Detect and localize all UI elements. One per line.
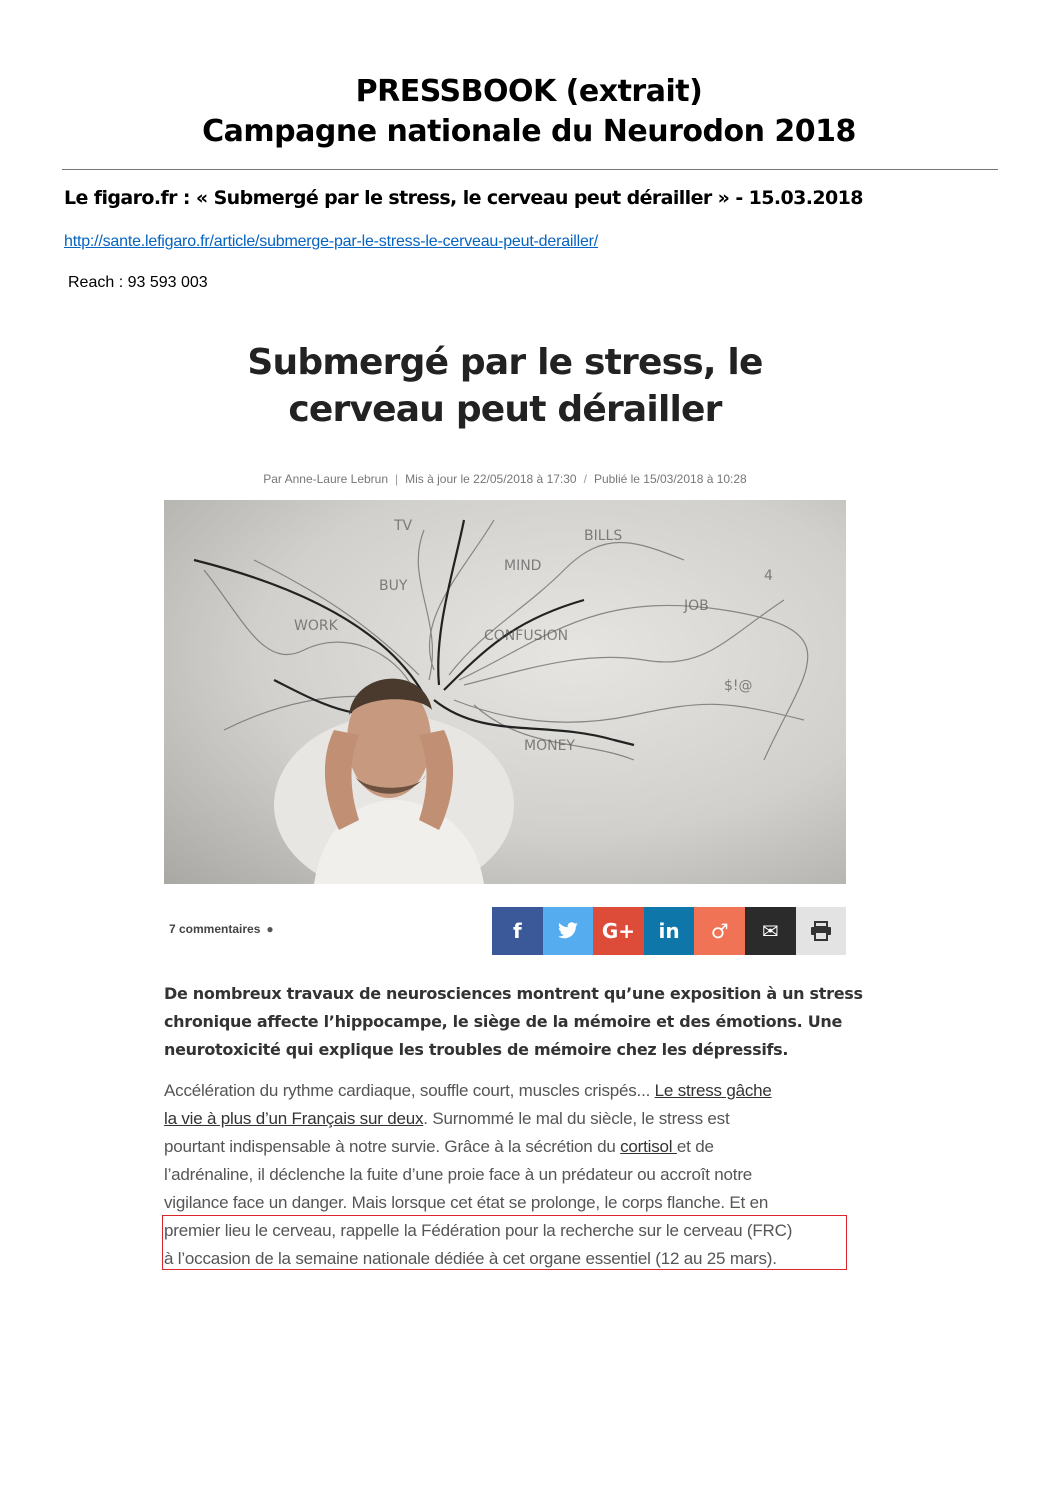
- body-text: et de: [676, 1137, 714, 1156]
- viadeo-icon: ♂: [710, 919, 729, 943]
- body-line: premier lieu le cerveau, rappelle la Fédération pour la recherche sur le cerveau (FRC): [164, 1221, 793, 1240]
- email-icon: ✉: [761, 919, 779, 943]
- facebook-icon: f: [512, 919, 522, 943]
- linkedin-share-button[interactable]: [644, 907, 695, 955]
- svg-text:4: 4: [764, 568, 773, 584]
- body-line: l’adrénaline, il déclenche la fuite d’une proie face à un prédateur ou accroît notre: [164, 1165, 753, 1184]
- byline-separator: /: [583, 472, 587, 486]
- reach-text: Reach : 93 593 003: [68, 274, 208, 291]
- google-plus-icon: G+: [601, 919, 636, 943]
- print-icon: [810, 921, 832, 941]
- twitter-share-button[interactable]: [543, 907, 594, 955]
- twitter-icon: [557, 922, 579, 940]
- svg-text:MIND: MIND: [504, 558, 542, 574]
- cortisol-link[interactable]: cortisol: [620, 1137, 677, 1156]
- press-heading: Le figaro.fr : « Submergé par le stress, le cerveau peut dérailler » - 15.03.2018: [64, 187, 863, 209]
- page-title: [0, 72, 1058, 152]
- stressed-man-illustration: [164, 500, 846, 884]
- lede-line: neurotoxicité qui explique les troubles de mémoire chez les dépressifs.: [164, 1040, 789, 1059]
- body-text: pourtant indispensable à notre survie. Grâce à la sécrétion du: [164, 1137, 621, 1156]
- svg-text:TV: TV: [394, 518, 413, 534]
- body-line: vigilance face un danger. Mais lorsque cet état se prolonge, le corps flanche. Et en: [164, 1193, 769, 1212]
- linkedin-icon: in: [658, 919, 680, 943]
- stress-link[interactable]: Le stress gâche: [654, 1081, 772, 1100]
- byline-author[interactable]: Par Anne-Laure Lebrun: [263, 472, 389, 486]
- byline-updated: Mis à jour le 22/05/2018 à 17:30: [405, 472, 577, 486]
- highlight-box: [162, 1215, 847, 1270]
- page-title-line-1: PRESSBOOK (extrait): [355, 74, 703, 109]
- lede-line: De nombreux travaux de neurosciences montrent qu’une exposition à un stress: [164, 984, 863, 1003]
- svg-text:CONFUSION: CONFUSION: [484, 628, 569, 644]
- article-lede: [164, 980, 863, 1064]
- share-bar: [492, 907, 846, 955]
- svg-text:BUY: BUY: [379, 578, 408, 594]
- body-line: [164, 1077, 854, 1105]
- article-link[interactable]: http://sante.lefigaro.fr/article/submerge-par-le-stress-le-cerveau-peut-derailler/: [64, 233, 599, 250]
- byline-separator: |: [395, 472, 399, 486]
- email-share-button[interactable]: [745, 907, 796, 955]
- article-title-line-2: cerveau peut dérailler: [288, 389, 722, 430]
- svg-text:BILLS: BILLS: [584, 528, 623, 544]
- comments-count: 7 commentaires: [169, 922, 261, 936]
- hero-image: [164, 500, 846, 884]
- page-title-line-2: Campagne nationale du Neurodon 2018: [202, 114, 856, 149]
- article-title-line-1: Submergé par le stress, le: [247, 342, 763, 383]
- stress-link-cont[interactable]: la vie à plus d’un Français sur deux: [164, 1109, 424, 1128]
- title-divider: [62, 169, 998, 170]
- svg-text:WORK: WORK: [294, 618, 338, 634]
- svg-text:MONEY: MONEY: [524, 738, 575, 754]
- facebook-share-button[interactable]: [492, 907, 543, 955]
- body-text: Accélération du rythme cardiaque, souffle court, muscles crispés...: [164, 1081, 655, 1100]
- article-title: [164, 339, 846, 433]
- body-line: [164, 1105, 854, 1133]
- body-line: à l’occasion de la semaine nationale dédiée à cet organe essentiel (12 au 25 mars).: [164, 1249, 777, 1268]
- comment-bubble-icon: ●: [266, 922, 274, 936]
- body-text: . Surnommé le mal du siècle, le stress est: [423, 1109, 730, 1128]
- google-plus-share-button[interactable]: [593, 907, 644, 955]
- byline: [164, 472, 846, 486]
- svg-text:$!@: $!@: [724, 678, 753, 694]
- byline-published: Publié le 15/03/2018 à 10:28: [593, 472, 747, 486]
- svg-text:JOB: JOB: [684, 598, 709, 614]
- lede-line: chronique affecte l’hippocampe, le siège de la mémoire et des émotions. Une: [164, 1012, 843, 1031]
- body-line: [164, 1133, 854, 1161]
- viadeo-share-button[interactable]: [694, 907, 745, 955]
- comments-link[interactable]: [169, 922, 274, 936]
- print-button[interactable]: [796, 907, 847, 955]
